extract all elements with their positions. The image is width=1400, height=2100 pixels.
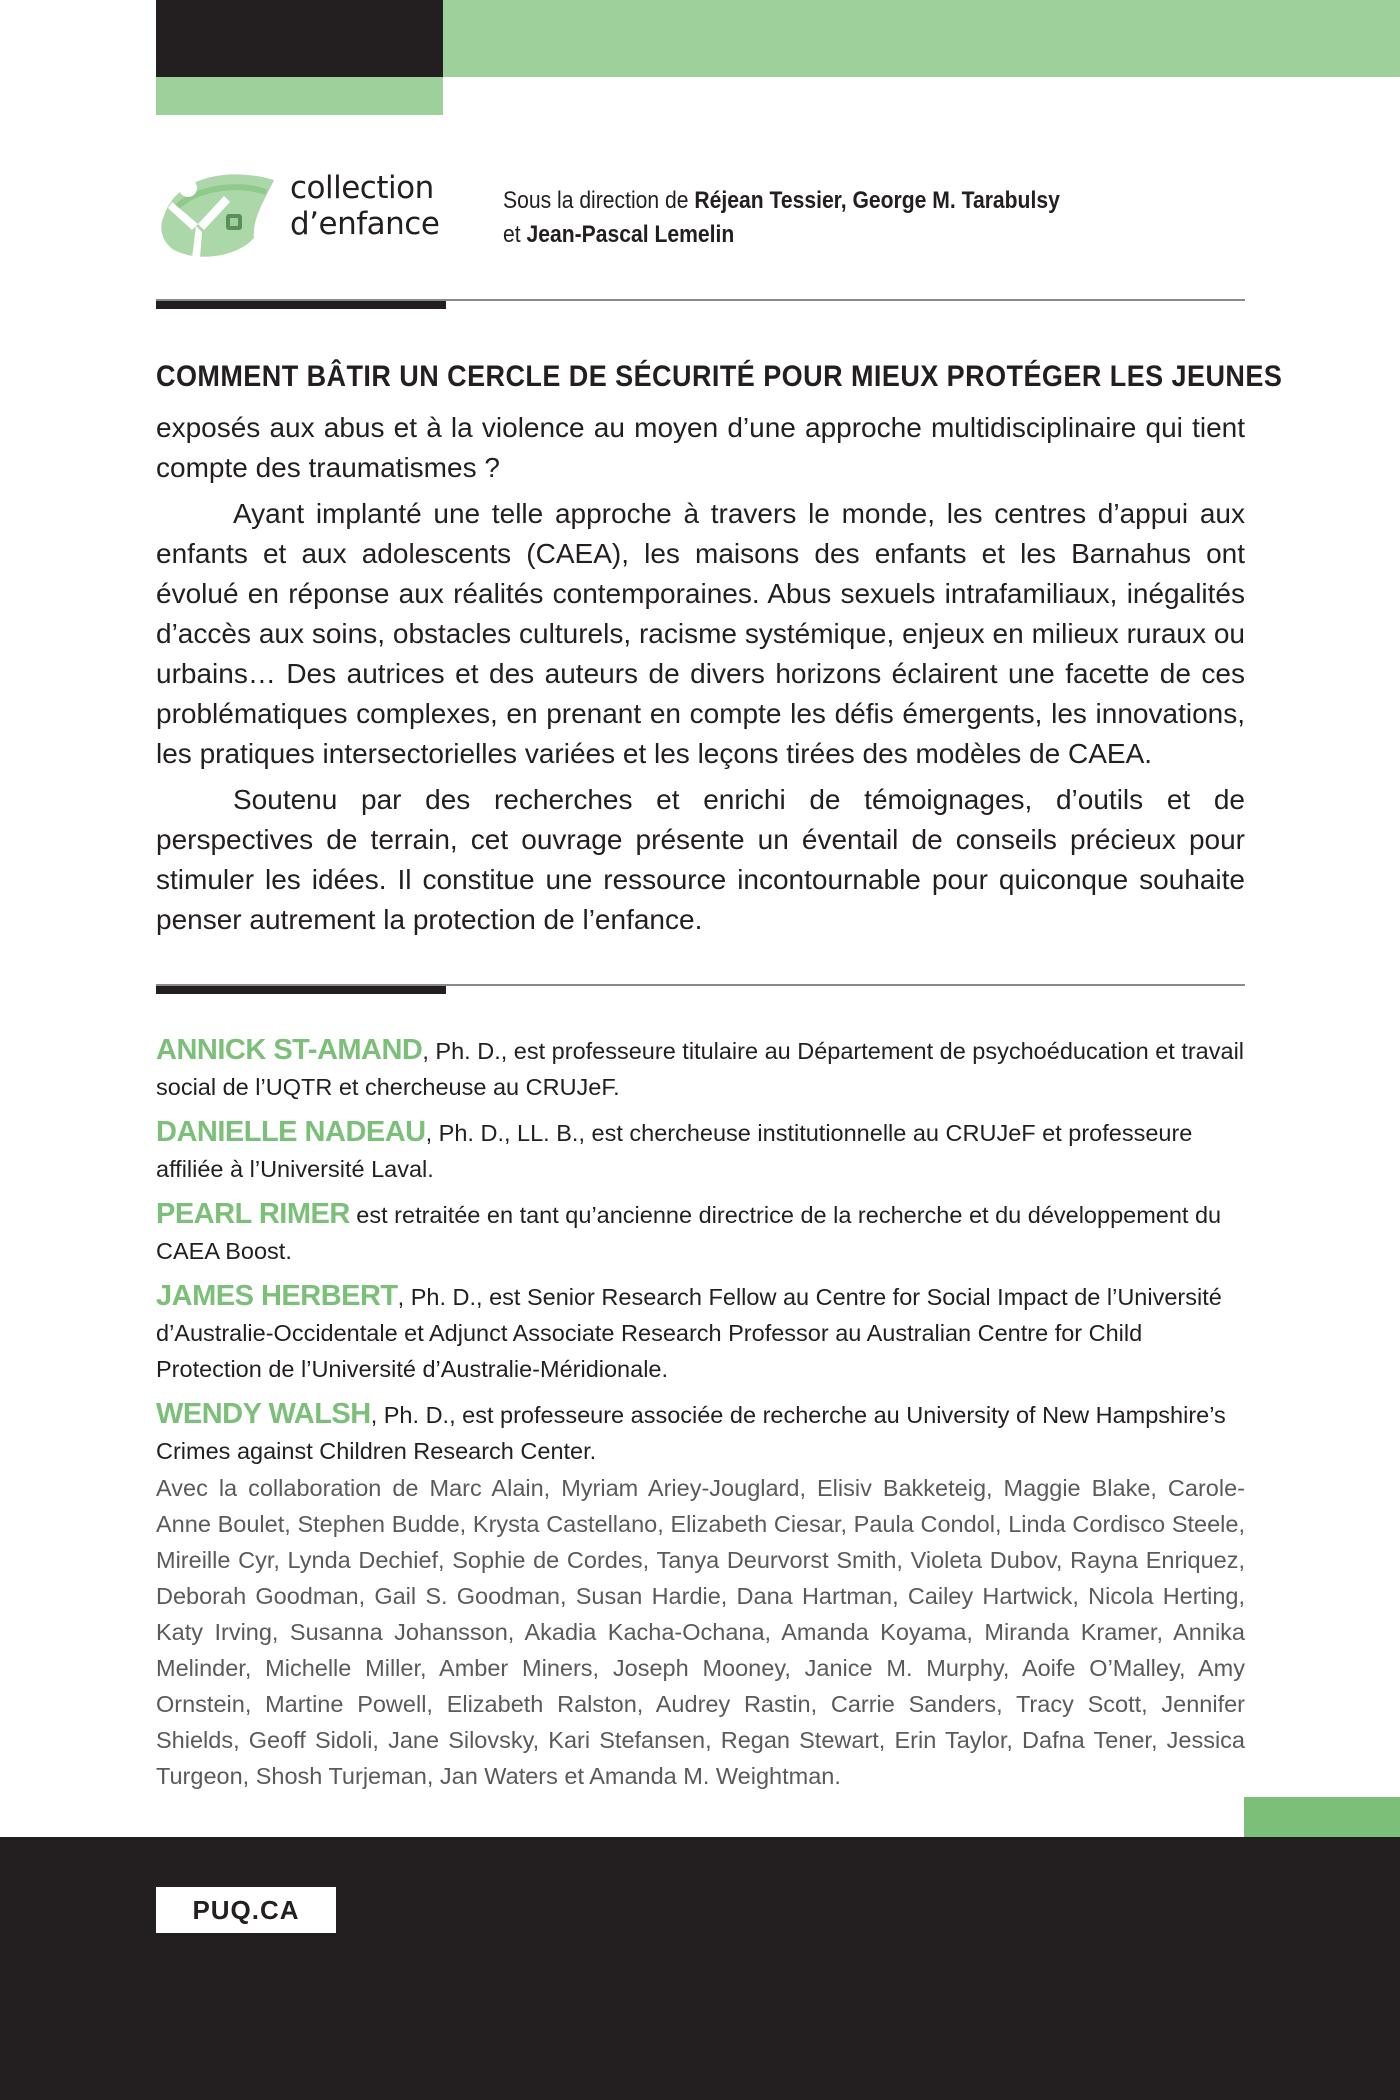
collection-name [290,170,439,242]
top-green-band-lower [156,77,443,115]
summary-lead: exposés aux abus et à la violence au moyen d’une approche multidisciplinaire qui tient compte des traumatismes ? [156,412,1245,483]
collection-name-line2: d’enfance [290,206,440,242]
top-green-band [443,0,1400,77]
editors-names-line2: Jean-Pascal Lemelin [526,221,735,248]
author-bio [156,1396,1245,1469]
collaborators-list: Avec la collaboration de Marc Alain, Myriam Ariey-Jouglard, Elisiv Bakketeig, Maggie Blake, Carole-Anne Boulet, Stephen Budde, Krysta Castellano, Elizabeth Ciesar, Paula Condol, Linda Cordisco Steele, Mireille Cyr, Lynda Dechief, Sophie de Cordes, Tanya Deurvorst Smith, Violeta Dubov, Rayna Enriquez, Deborah Goodman, Gail S. Goodman, Susan Hardie, Dana Hartman, Cailey Hartwick, Nicola Herting, Katy Irving, Susanna Johansson, Akadia Kacha-Ochana, Amanda Koyama, Miranda Kramer, Annika Melinder, Michelle Miller, Amber Miners, Joseph Mooney, Janice M. Murphy, Aoife O’Malley, Amy Ornstein, Martine Powell, Elizabeth Ralston, Audrey Rastin, Carrie Sanders, Tracy Scott, Jennifer Shields, Geoff Sidoli, Jane Silovsky, Kari Stefansen, Regan Stewart, Erin Taylor, Dafna Tener, Jessica Turgeon, Shosh Turjeman, Jan Waters et Amanda M. Weightman. [156,1475,1245,1789]
editors-names-line1: Réjean Tessier, George M. Tarabulsy [694,187,1060,214]
author-description: , Ph. D., est professeure titulaire au Département de psychoéducation et travail social de l’UQTR et chercheuse au CRUJeF. [156,1038,1245,1100]
section-divider [156,299,1245,301]
collection-child-figure-icon [156,158,282,268]
summary-paragraph: Ayant implanté une telle approche à travers le monde, les centres d’appui aux enfants et aux adolescents (CAEA), les maisons des enfants et les Barnahus ont évolué en réponse aux réalités contemporaines. Abus sexuels intrafamiliaux, inégalités d’accès aux soins, obstacles culturels, racisme systémique, enjeux en milieux ruraux ou urbains… Des autrices et des auteurs de divers horizons éclairent une facette de ces problématiques complexes, en prenant en compte les défis émergents, les innovations, les pratiques intersectorielles variées et les leçons tirées des modèles de CAEA. [156,498,1245,769]
collection-logo [156,158,448,268]
author-description: , Ph. D., est Senior Research Fellow au Centre for Social Impact de l’Université d’Australie-Occidentale et Adjunct Associate Research Professor au Australian Centre for Child Protection de l’Université d’Australie-Méridionale. [156,1284,1222,1382]
summary-headline: COMMENT BÂTIR UN CERCLE DE SÉCURITÉ POUR MIEUX PROTÉGER LES JEUNES [156,360,1283,393]
editors-prefix: Sous la direction de [503,187,695,214]
author-name: WENDY WALSH [156,1398,371,1430]
author-description: , Ph. D., est professeure associée de recherche au University of New Hampshire’s Crimes against Children Research Center. [156,1402,1226,1464]
author-bios [156,1032,1245,1478]
author-bio [156,1196,1245,1269]
author-name: DANIELLE NADEAU [156,1116,426,1148]
author-bio [156,1278,1245,1387]
summary-text [156,408,1245,946]
editors-credit [503,184,1060,252]
editors-prefix2: et [503,221,527,248]
top-dark-band [156,0,443,77]
author-name: ANNICK ST-AMAND [156,1034,423,1066]
publisher-website-label: PUQ.CA [156,1887,336,1933]
summary-paragraph: Soutenu par des recherches et enrichi de témoignages, d’outils et de perspectives de terrain, cet ouvrage présente un éventail de conseils précieux pour stimuler les idées. Il constitue une ressource incontournable pour quiconque souhaite penser autrement la protection de l’enfance. [156,784,1245,935]
author-bio [156,1114,1245,1187]
bottom-dark-band [0,1837,1400,2100]
author-description: , Ph. D., LL. B., est chercheuse institutionnelle au CRUJeF et professeure affiliée à l’Université Laval. [156,1120,1193,1182]
bottom-green-tab [1244,1797,1400,1837]
author-description: est retraitée en tant qu’ancienne directrice de la recherche et du développement du CAEA Boost. [156,1202,1222,1264]
collection-name-line1: collection [290,170,434,206]
author-bio [156,1032,1245,1105]
author-name: JAMES HERBERT [156,1280,398,1312]
section-divider [156,984,1245,986]
author-name: PEARL RIMER [156,1198,350,1230]
